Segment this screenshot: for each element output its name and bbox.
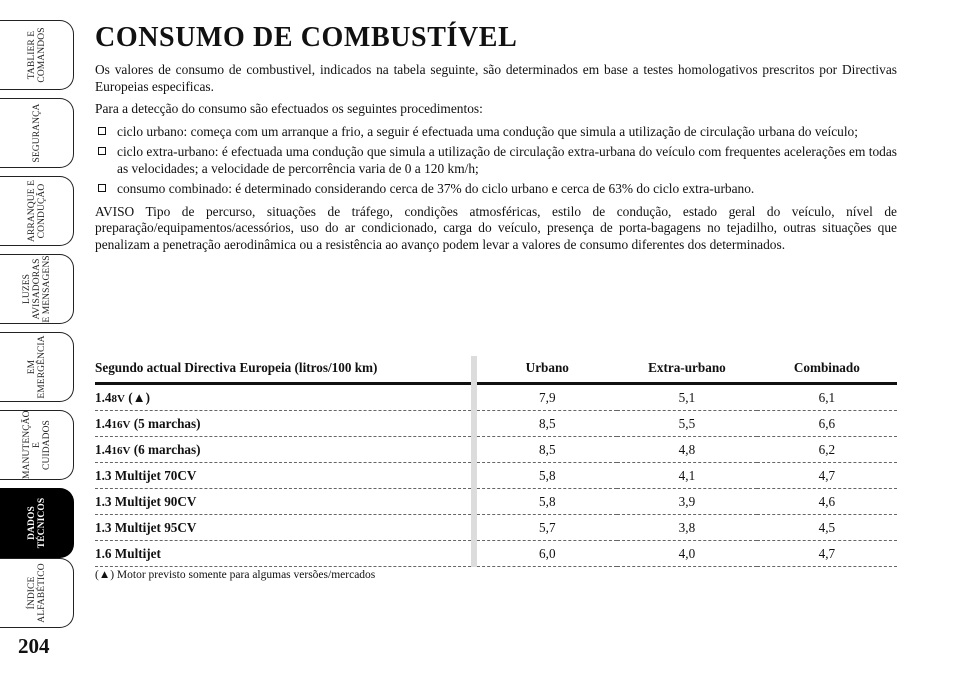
table-row [95, 515, 897, 541]
engine-cell [95, 411, 471, 437]
list-item-text: ciclo extra-urbano: é efectuada uma condução que simula a utilização de circulação extra-urbana do veículo com frequentes acelerações em todas as velocidades; a velocidade de percorrência varia de 0 a 120 km/h; [117, 144, 897, 176]
combinado-cell: 6,1 [757, 384, 897, 411]
table-row [95, 489, 897, 515]
column-separator [471, 515, 478, 541]
tab-luzes-avisadoras[interactable] [0, 254, 74, 324]
engine-extra: (▲) [124, 389, 151, 405]
main-content [95, 22, 897, 259]
table-row [95, 411, 897, 437]
engine-suffix: 16V [111, 444, 131, 457]
list-item [95, 144, 897, 177]
combinado-cell: 4,7 [757, 541, 897, 567]
tab-em-emergencia[interactable] [0, 332, 74, 402]
list-item [95, 124, 897, 141]
urbano-cell: 6,0 [477, 541, 617, 567]
warning-paragraph: AVISO Tipo de percurso, situações de tráfego, condições atmosféricas, estilo de condução, estado geral do veículo, nível de preparação/equipamentos/acessórios, uso do ar condicionado, carga do veículo, presença de porta-bagagens no tejadilho, outras situações que penalizam a penetração aerodinâmica ou a resistência ao avanço podem levar a valores de consumo diferentes dos determinados. [95, 203, 897, 252]
table-row [95, 384, 897, 411]
engine-cell [95, 541, 471, 567]
list-item [95, 181, 897, 198]
header-urbano: Urbano [477, 356, 617, 384]
extra-urbano-cell: 3,8 [617, 515, 757, 541]
section-tabs [0, 0, 80, 640]
engine-name: 1.4 [95, 415, 112, 431]
header-extra-urbano: Extra-urbano [617, 356, 757, 384]
column-separator [471, 356, 478, 384]
column-separator [471, 463, 478, 489]
tab-label: DADOS TÉCNICOS [26, 497, 47, 549]
engine-cell [95, 384, 471, 411]
table-footnote: (▲) Motor previsto somente para algumas versões/mercados [95, 569, 376, 581]
consumption-table [95, 356, 897, 567]
intro-paragraph: Os valores de consumo de combustivel, indicados na tabela seguinte, são determinados em base a testes homologativos prescritos por Directivas Europeias especificas. [95, 62, 897, 94]
extra-urbano-cell: 4,8 [617, 437, 757, 463]
engine-cell [95, 463, 471, 489]
header-combinado: Combinado [757, 356, 897, 384]
column-separator [471, 411, 478, 437]
page-title: CONSUMO DE COMBUSTÍVEL [95, 22, 518, 53]
engine-name: 1.4 [95, 389, 112, 405]
extra-urbano-cell: 5,1 [617, 384, 757, 411]
tab-seguranca[interactable] [0, 98, 74, 168]
column-separator [471, 541, 478, 567]
urbano-cell: 5,7 [477, 515, 617, 541]
urbano-cell: 5,8 [477, 489, 617, 515]
tab-label: EM EMERGÊNCIA [26, 335, 47, 399]
column-separator [471, 437, 478, 463]
tab-manutencao-cuidados[interactable] [0, 410, 74, 480]
tab-tablier-comandos[interactable] [0, 20, 74, 90]
extra-urbano-cell: 4,1 [617, 463, 757, 489]
engine-cell [95, 437, 471, 463]
engine-cell [95, 489, 471, 515]
table-row [95, 541, 897, 567]
urbano-cell: 8,5 [477, 411, 617, 437]
list-item-text: ciclo urbano: começa com um arranque a frio, a seguir é efectuada uma condução que simula a utilização de circulação urbana do veículo; [117, 123, 858, 139]
engine-extra: (6 marchas) [130, 441, 201, 457]
page-number: 204 [18, 634, 50, 658]
extra-urbano-cell: 5,5 [617, 411, 757, 437]
tab-label: MANUTENÇÃO E CUIDADOS [21, 410, 52, 479]
table-header-row [95, 356, 897, 384]
tab-label: ARRANQUE E CONDUÇÃO [26, 180, 47, 242]
column-separator [471, 384, 478, 411]
combinado-cell: 4,7 [757, 463, 897, 489]
tab-dados-tecnicos[interactable] [0, 488, 74, 558]
urbano-cell: 8,5 [477, 437, 617, 463]
table-body [95, 384, 897, 567]
urbano-cell: 7,9 [477, 384, 617, 411]
tab-arranque-conducao[interactable] [0, 176, 74, 246]
tab-label: LUZES AVISADORAS E MENSAGENS [21, 255, 52, 323]
tab-indice-alfabetico[interactable] [0, 558, 74, 628]
tab-label: ÍNDICE ALFABÉTICO [26, 563, 47, 623]
engine-suffix: 16V [111, 418, 131, 431]
engine-extra: (5 marchas) [130, 415, 201, 431]
engine-name: 1.3 Multijet 95CV [95, 519, 197, 535]
combinado-cell: 6,2 [757, 437, 897, 463]
table-row [95, 463, 897, 489]
procedures-list [95, 124, 897, 198]
header-directive: Segundo actual Directiva Europeia (litros/100 km) [95, 356, 471, 384]
engine-name: 1.3 Multijet 90CV [95, 493, 197, 509]
procedures-intro: Para a detecção do consumo são efectuados os seguintes procedimentos: [95, 101, 483, 116]
combinado-cell: 4,5 [757, 515, 897, 541]
combinado-cell: 4,6 [757, 489, 897, 515]
engine-name: 1.4 [95, 441, 112, 457]
engine-name: 1.3 Multijet 70CV [95, 467, 197, 483]
checkbox-bullet-icon [98, 147, 106, 155]
tab-label: TABLIER E COMANDOS [26, 27, 47, 83]
extra-urbano-cell: 3,9 [617, 489, 757, 515]
column-separator [471, 489, 478, 515]
engine-suffix: 8V [111, 392, 125, 405]
urbano-cell: 5,8 [477, 463, 617, 489]
tab-label: SEGURANÇA [31, 103, 42, 163]
engine-name: 1.6 Multijet [95, 545, 161, 561]
list-item-text: consumo combinado: é determinado considerando cerca de 37% do ciclo urbano e cerca de 63% do ciclo extra-urbano. [117, 181, 755, 196]
engine-cell [95, 515, 471, 541]
extra-urbano-cell: 4,0 [617, 541, 757, 567]
table-row [95, 437, 897, 463]
checkbox-bullet-icon [98, 184, 106, 192]
checkbox-bullet-icon [98, 127, 106, 135]
combinado-cell: 6,6 [757, 411, 897, 437]
